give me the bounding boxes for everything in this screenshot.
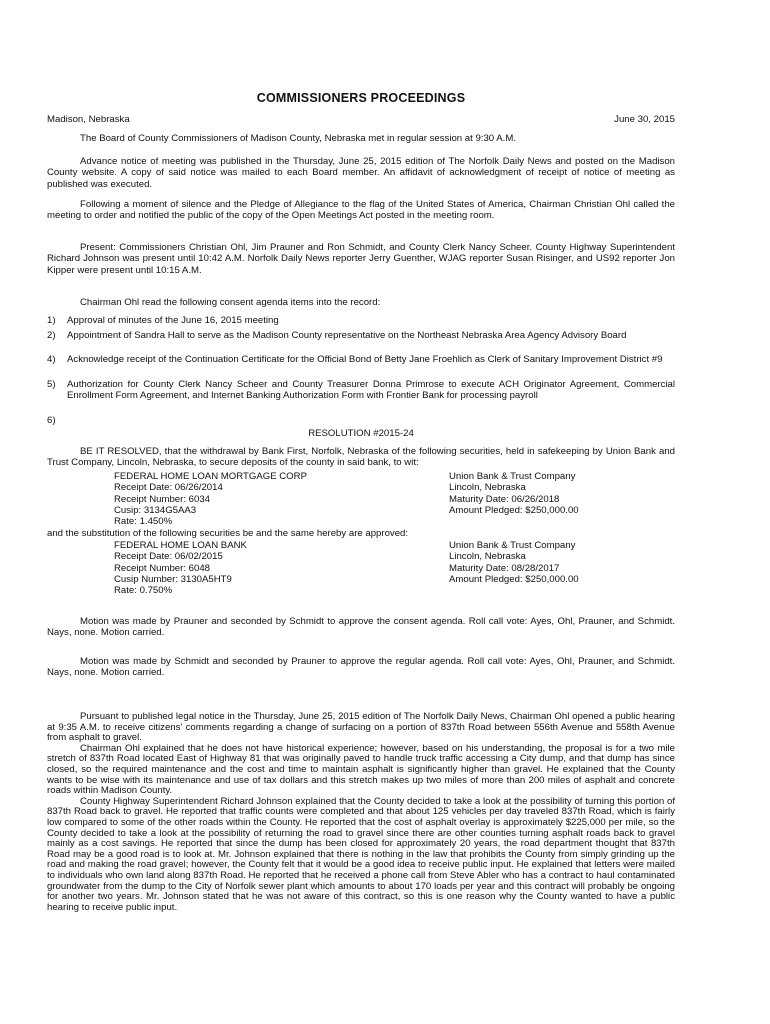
- security-line: [114, 494, 584, 505]
- list-item: [47, 315, 675, 326]
- security-detail: Maturity Date: 06/26/2018: [449, 493, 560, 505]
- paragraph-consent-intro: [47, 297, 675, 308]
- paragraph-present: [47, 242, 675, 276]
- security-line: [114, 540, 584, 551]
- security-line: [114, 551, 584, 562]
- paragraph-text: County Highway Superintendent Richard Johnson explained that the County decided to take a look at the possibility of turning this portion of 837th Road back to gravel. He reported that traffic counts were completed and that about 125 vehicles per day traveled 837th Road, which is fairly low compared to some of the other roads within the County. He reported that the cost of asphalt overlay is approximately $225,000 per mile, so the County decided to take a look at the possibility of returning the road to gravel since there are other counties turning asphalt roads back to gravel mainly as a cost savings. He reported that since the dump has been closed for approximately 20 years, the road department thought that 837th Road may be a good road is to look at. Mr. Johnson explained that there is nothing in the law that prohibits the County from simply grinding up the road and making the road gravel; however, the County felt that it would be a good idea to receive public input. He explained that letters were mailed to individuals who own land along 837th Road. He reported that he received a phone call from Steve Abler who has a contract to haul contaminated groundwater from the dump to the City of Norfolk sewer plant which amounts to about 170 loads per year and this contract will probably be ongoing for another two years. Mr. Johnson stated that he was not aware of this contract, so this is one reason why the County wanted to have a public hearing to receive public input.: [47, 795, 675, 913]
- security-detail: Union Bank & Trust Company: [449, 471, 576, 482]
- security-detail: FEDERAL HOME LOAN MORTGAGE CORP: [114, 471, 307, 482]
- substitution-text: and the substitution of the following securities be and the same hereby are approved:: [47, 528, 409, 539]
- list-item-number: 6): [47, 415, 56, 426]
- security-detail: Lincoln, Nebraska: [449, 482, 526, 494]
- paragraph-notice: [47, 156, 675, 190]
- motion-consent-agenda: [47, 616, 675, 639]
- paragraph-text: Following a moment of silence and the Pledge of Allegiance to the flag of the United States of America, Chairman Christian Ohl called the meeting to order and notified the public of the copy of the Open Meetings Act posted in the meeting room.: [47, 199, 675, 222]
- hearing-paragraph: [47, 797, 675, 914]
- security-detail: Receipt Number: 6034: [114, 493, 210, 505]
- list-item-text: Approval of minutes of the June 16, 2015 meeting: [67, 315, 279, 326]
- security-detail: FEDERAL HOME LOAN BANK: [114, 540, 247, 551]
- security-detail: Receipt Date: 06/26/2014: [114, 482, 223, 494]
- security-detail: [449, 585, 584, 596]
- security-line: [114, 574, 584, 585]
- motion-regular-agenda: [47, 656, 675, 679]
- list-item-number: 2): [47, 330, 56, 341]
- page-title: COMMISSIONERS PROCEEDINGS: [256, 91, 466, 105]
- paragraph-text: Chairman Ohl read the following consent agenda items into the record:: [80, 297, 381, 308]
- security-line: [114, 516, 584, 527]
- date-text: June 30, 2015: [614, 114, 675, 125]
- resolution-body: [47, 446, 675, 469]
- security-detail: Rate: 0.750%: [114, 585, 173, 597]
- list-item: [47, 354, 675, 365]
- security-detail: Rate: 1.450%: [114, 516, 173, 528]
- list-item-text: Appointment of Sandra Hall to serve as the Madison County representative on the Northeast Nebraska Area Agency Advisory Board: [67, 330, 627, 341]
- paragraph-session: [47, 133, 675, 144]
- location-text: Madison, Nebraska: [47, 114, 130, 125]
- list-item-number: 5): [47, 379, 56, 390]
- resolution-heading: RESOLUTION #2015-24: [308, 428, 414, 439]
- security-line: [114, 563, 584, 574]
- security-detail: Amount Pledged: $250,000.00: [449, 573, 579, 585]
- security-detail: Receipt Date: 06/02/2015: [114, 551, 223, 563]
- security-line: [114, 585, 584, 596]
- security-block-substituted: [114, 540, 584, 596]
- security-detail: [449, 516, 584, 527]
- paragraph-text: Advance notice of meeting was published in the Thursday, June 25, 2015 edition of The Norfolk Daily News and posted on the Madison County website. A copy of said notice was mailed to each Board member. An affidavit of acknowledgment of receipt of notice of meeting as published was executed.: [47, 156, 675, 190]
- paragraph-pledge: [47, 199, 675, 222]
- security-detail: Cusip: 3134G5AA3: [114, 504, 197, 516]
- paragraph-text: The Board of County Commissioners of Madison County, Nebraska met in regular session at 9:30 A.M.: [80, 133, 517, 144]
- security-detail: Lincoln, Nebraska: [449, 551, 526, 563]
- paragraph-text: Motion was made by Prauner and seconded by Schmidt to approve the consent agenda. Roll call vote: Ayes, Ohl, Prauner, and Schmidt. Nays, none. Motion carried.: [47, 616, 675, 639]
- list-item-text: Authorization for County Clerk Nancy Scheer and County Treasurer Donna Primrose to execute ACH Originator Agreement, Commercial Enrollment Form Agreement, and Internet Banking Authorization Form with Frontier Bank for processing payroll: [67, 379, 675, 402]
- paragraph-text: Chairman Ohl explained that he does not have historical experience; however, based on his understanding, the proposal is for a two mile stretch of 837th Road located East of Highway 81 that was originally paved to handle truck traffic accessing a City dump, and that dump has since closed, so the required maintenance and the cost and time to maintain asphalt is significantly higher than gravel. He explained that the County wants to be wise with its maintenance and use of tax dollars and this stretch makes up two miles of more than 200 miles of asphalt and concrete roads within Madison County.: [47, 742, 675, 797]
- security-detail: Maturity Date: 08/28/2017: [449, 562, 560, 574]
- security-detail: Cusip Number: 3130A5HT9: [114, 573, 232, 585]
- list-item: [47, 415, 675, 426]
- security-detail: Amount Pledged: $250,000.00: [449, 504, 579, 516]
- list-item-text: Acknowledge receipt of the Continuation Certificate for the Official Bond of Betty Jane Froehlich as Clerk of Sanitary Improvement District #9: [67, 354, 663, 365]
- security-line: [114, 482, 584, 493]
- paragraph-text: Motion was made by Schmidt and seconded by Prauner to approve the regular agenda. Roll call vote: Ayes, Ohl, Prauner, and Schmidt. Nays, none. Motion carried.: [47, 656, 675, 679]
- header-row: [47, 114, 675, 125]
- security-line: [114, 505, 584, 516]
- list-item: [47, 330, 675, 341]
- list-item: [47, 379, 675, 402]
- list-item-number: 1): [47, 315, 56, 326]
- paragraph-text: Present: Commissioners Christian Ohl, Jim Prauner and Ron Schmidt, and County Clerk Nancy Scheer. County Highway Superintendent Richard Johnson was present until 10:42 A.M. Norfolk Daily News reporter Jerry Guenther, WJAG reporter Susan Risinger, and US92 reporter Jon Kipper were present until 10:15 A.M.: [47, 242, 675, 276]
- hearing-paragraph: [47, 712, 675, 744]
- list-item-text: [67, 415, 675, 426]
- list-item-number: 4): [47, 354, 56, 365]
- security-block-withdrawn: [114, 471, 584, 527]
- hearing-section: [47, 712, 675, 913]
- security-detail: Union Bank & Trust Company: [449, 540, 576, 551]
- security-line: [114, 471, 584, 482]
- hearing-paragraph: [47, 744, 675, 797]
- security-detail: Receipt Number: 6048: [114, 562, 210, 574]
- paragraph-text: BE IT RESOLVED, that the withdrawal by Bank First, Norfolk, Nebraska of the following securities, held in safekeeping by Union Bank and Trust Company, Lincoln, Nebraska, to secure deposits of the county in said bank, to wit:: [47, 446, 675, 469]
- paragraph-text: Pursuant to published legal notice in the Thursday, June 25, 2015 edition of The Norfolk Daily News, Chairman Ohl opened a public hearing at 9:35 A.M. to receive citizens' comments regarding a change of surfacing on a portion of 837th Road between 556th Avenue and 558th Avenue from asphalt to gravel.: [47, 711, 675, 744]
